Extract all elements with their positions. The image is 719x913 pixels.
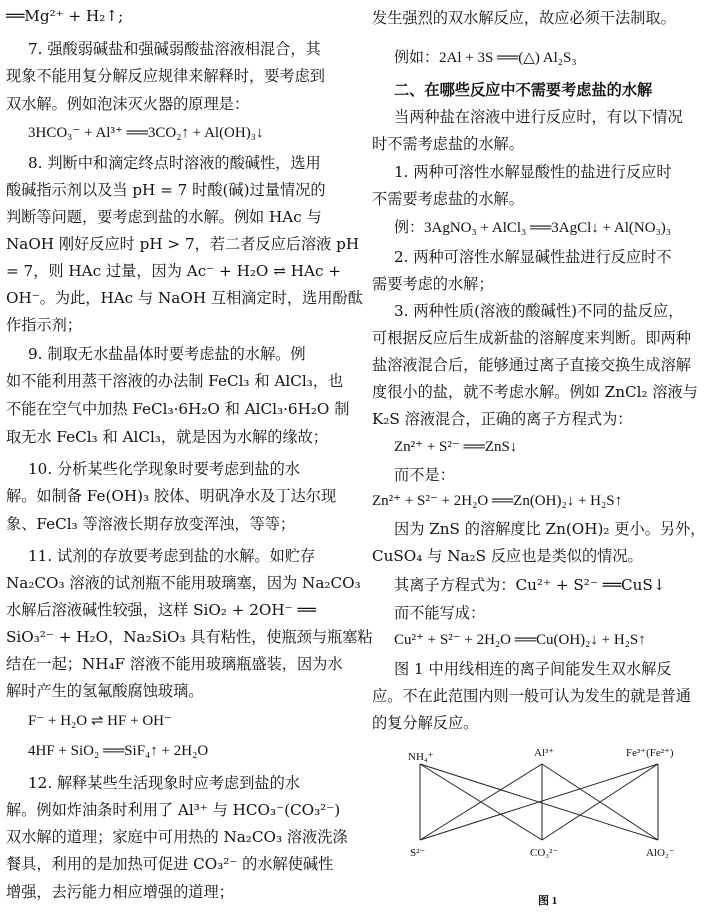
text-line: SiO₃²⁻ + H₂O，Na₂SiO₃ 具有粘性，使瓶颈与瓶塞粘 xyxy=(6,628,373,646)
text-line: CuSO₄ 与 Na₂S 反应也是类似的情况。 xyxy=(372,547,643,565)
text-line: 可根据反应后生成新盐的溶解度来判断。即两种 xyxy=(372,329,691,347)
equation: F⁻ + H₂O ⇌ HF + OH⁻ xyxy=(28,713,172,729)
ion-label-bottom: S²⁻ xyxy=(410,847,426,859)
text-line: ══Mg²⁺ + H₂↑; xyxy=(6,7,124,25)
text-line: K₂S 溶液混合，正确的离子方程式为： xyxy=(372,410,633,428)
text-line: 双水解。例如泡沫灭火器的原理是： xyxy=(6,95,249,113)
text-line: 不需要考虑盐的水解。 xyxy=(372,190,524,208)
ion-label-top: Fe³⁺(Fe²⁺) xyxy=(626,747,674,759)
text-line: 取无水 FeCl₃ 和 AlCl₃，就是因为水解的缘故； xyxy=(6,428,328,446)
text-line: 象、FeCl₃ 等溶液长期存放变浑浊，等等； xyxy=(6,515,296,533)
text-line: 双水解的道理；家庭中可用热的 Na₂CO₃ 溶液洗涤 xyxy=(6,828,348,846)
text-line: 应。不在此范围内则一般可认为发生的就是普通 xyxy=(372,687,691,705)
equation: 4HF + SiO₂ ══SiF₄↑ + 2H₂O xyxy=(28,743,209,759)
paragraph-12-line: 12. 解释某些生活现象时应考虑到盐的水 xyxy=(28,774,300,792)
section-heading: 二、在哪些反应中不需要考虑盐的水解 xyxy=(394,81,653,99)
text-line: 酸碱指示剂以及当 pH = 7 时酸(碱)过量情况的 xyxy=(6,181,326,199)
text-line: 因为 ZnS 的溶解度比 Zn(OH)₂ 更小。另外， xyxy=(394,520,706,538)
text-line: 1. 两种可溶性水解显酸性的盐进行反应时 xyxy=(394,163,672,181)
text-line: 3. 两种性质(溶液的酸碱性)不同的盐反应， xyxy=(394,302,684,320)
text-line: 2. 两种可溶性水解显碱性盐进行反应时不 xyxy=(394,248,672,266)
text-line: 判断等问题，要考虑到盐的水解。例如 HAc 与 xyxy=(6,208,322,226)
text-line: 当两种盐在溶液中进行反应时，有以下情况 xyxy=(394,108,683,126)
equation: Cu²⁺ + S²⁻ + 2H₂O ══Cu(OH)₂↓ + H₂S↑ xyxy=(394,632,646,648)
equation: 例如：2Al + 3S ══(△) Al₂S₃ xyxy=(394,50,577,66)
text-line: 结在一起；NH₄F 溶液不能用玻璃瓶盛装，因为水 xyxy=(6,655,343,673)
text-line: 解。例如炸油条时利用了 Al³⁺ 与 HCO₃⁻(CO₃²⁻) xyxy=(6,801,341,819)
ion-label-bottom: AlO₂⁻ xyxy=(646,847,675,859)
ion-label-top: NH₄⁺ xyxy=(408,751,434,763)
paragraph-8-line: 8. 判断中和滴定终点时溶液的酸碱性，选用 xyxy=(28,154,321,172)
text-line: NaOH 刚好反应时 pH > 7，若二者反应后溶液 pH xyxy=(6,235,360,253)
paragraph-11-line: 11. 试剂的存放要考虑到盐的水解。如贮存 xyxy=(28,547,316,565)
paragraph-10-line: 10. 分析某些化学现象时要考虑到盐的水 xyxy=(28,460,300,478)
ion-label-bottom: CO₃²⁻ xyxy=(530,847,559,859)
ion-reaction-diagram xyxy=(400,742,700,912)
equation: Zn²⁺ + S²⁻ + 2H₂O ══Zn(OH)₂↓ + H₂S↑ xyxy=(372,493,623,509)
text-line: 时不需考虑盐的水解。 xyxy=(372,135,524,153)
connection-lines xyxy=(420,764,658,840)
text-line: 发生强烈的双水解反应，故应必须干法制取。 xyxy=(372,9,676,27)
text-line: 水解后溶液碱性较强，这样 SiO₂ + 2OH⁻ ══ xyxy=(6,601,316,619)
equation: 3HCO₃⁻ + Al³⁺ ══3CO₂↑ + Al(OH)₃↓ xyxy=(28,125,264,141)
text-line: 不能在空气中加热 FeCl₃·6H₂O 和 AlCl₃·6H₂O 制 xyxy=(6,400,350,418)
text-line: Na₂CO₃ 溶液的试剂瓶不能用玻璃塞，因为 Na₂CO₃ xyxy=(6,574,361,592)
text-line: 解时产生的氢氟酸腐蚀玻璃。 xyxy=(6,682,204,700)
text-line: 而不是： xyxy=(394,466,455,484)
paragraph-9-line: 9. 制取无水盐晶体时要考虑盐的水解。例 xyxy=(28,345,306,363)
text-line: 盐溶液混合后，能够通过离子直接交换生成溶解 xyxy=(372,356,691,374)
equation: 例：3AgNO₃ + AlCl₃ ══3AgCl↓ + Al(NO₃)₃ xyxy=(394,220,672,236)
text-line: 增强，去污能力相应增强的道理； xyxy=(6,883,234,901)
text-line: 现象不能用复分解反应规律来解释时，要考虑到 xyxy=(6,67,325,85)
text-line: 而不能写成： xyxy=(394,604,486,622)
paragraph-7-line: 7. 强酸弱碱盐和强碱弱酸盐溶液相混合，其 xyxy=(28,40,321,58)
equation-line: 其离子方程式为：Cu²⁺ + S²⁻ ══CuS↓ xyxy=(394,576,666,594)
text-line: 解。如制备 Fe(OH)₃ 胶体、明矾净水及丁达尔现 xyxy=(6,487,337,505)
figure-caption: 图 1 xyxy=(538,895,558,907)
text-line: 作指示剂； xyxy=(6,316,82,334)
text-line: OH⁻。为此，HAc 与 NaOH 互相滴定时，选用酚酞 xyxy=(6,289,363,307)
text-line: 度很小的盐，就不考虑水解。例如 ZnCl₂ 溶液与 xyxy=(372,383,698,401)
text-line: 的复分解反应。 xyxy=(372,714,479,732)
equation: Zn²⁺ + S²⁻ ══ZnS↓ xyxy=(394,439,518,455)
text-line: 如不能利用蒸干溶液的办法制 FeCl₃ 和 AlCl₃，也 xyxy=(6,372,344,390)
text-line: 需要考虑的水解； xyxy=(372,275,494,293)
text-line: = 7，则 HAc 过量，因为 Ac⁻ + H₂O ⇌ HAc + xyxy=(6,262,342,280)
text-line: 图 1 中用线相连的离子间能发生双水解反 xyxy=(394,660,672,678)
ion-label-top: Al³⁺ xyxy=(534,747,555,759)
text-line: 餐具，利用的是加热可促进 CO₃²⁻ 的水解使碱性 xyxy=(6,855,334,873)
